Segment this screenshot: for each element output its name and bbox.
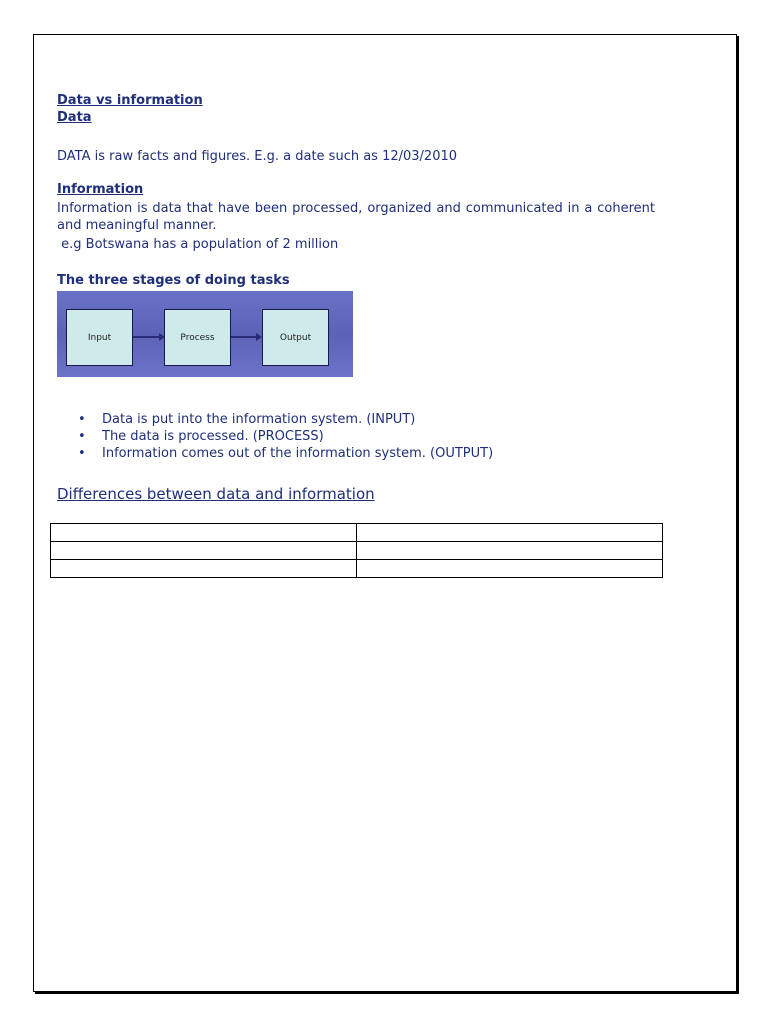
table-row <box>51 524 663 542</box>
table-cell <box>51 542 357 560</box>
table-cell <box>357 542 663 560</box>
diagram-box-process: Process <box>164 309 231 366</box>
information-example: e.g Botswana has a population of 2 million <box>57 237 339 252</box>
table-cell <box>357 560 663 578</box>
information-definition: Information is data that have been processed, organized and communicated in a coherent and meaningful manner. <box>57 201 655 233</box>
heading-information: Information <box>57 182 144 197</box>
diagram-box-input: Input <box>66 309 133 366</box>
heading-differences: Differences between data and information <box>57 485 375 503</box>
stages-list <box>78 411 493 462</box>
table-cell <box>51 560 357 578</box>
heading-data: Data <box>57 110 92 125</box>
table-cell <box>51 524 357 542</box>
stages-diagram <box>57 291 353 377</box>
list-item: • The data is processed. (PROCESS) <box>78 428 493 445</box>
diagram-arrow-2 <box>231 336 257 338</box>
document-page <box>33 34 737 992</box>
table-row <box>51 542 663 560</box>
table-row <box>51 560 663 578</box>
heading-three-stages: The three stages of doing tasks <box>57 273 290 288</box>
data-definition: DATA is raw facts and figures. E.g. a date such as 12/03/2010 <box>57 149 458 164</box>
diagram-arrow-1 <box>133 336 160 338</box>
list-item: • Information comes out of the information system. (OUTPUT) <box>78 445 493 462</box>
list-item: • Data is put into the information system. (INPUT) <box>78 411 493 428</box>
heading-data-vs-information: Data vs information <box>57 93 203 108</box>
table-cell <box>357 524 663 542</box>
differences-table <box>50 523 663 578</box>
diagram-box-output: Output <box>262 309 329 366</box>
